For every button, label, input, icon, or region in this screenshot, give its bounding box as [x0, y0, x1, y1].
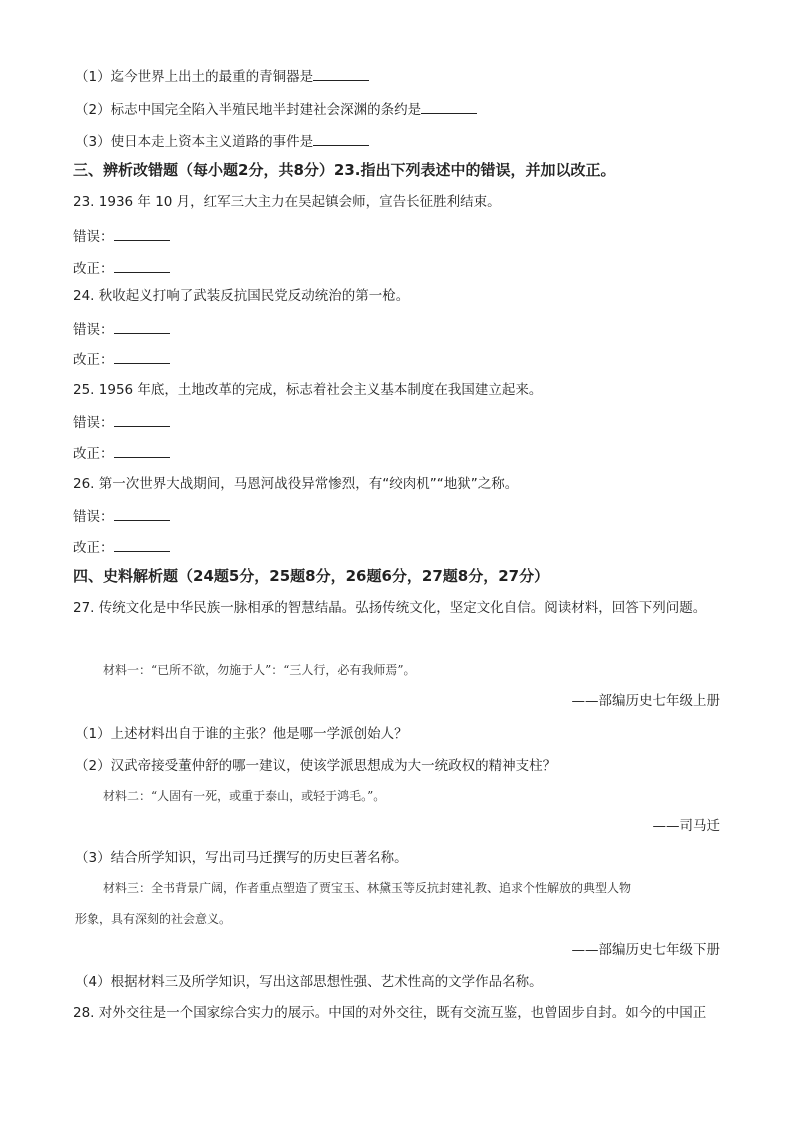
material-2: 材料二：“人固有一死，或重于泰山，或轻于鸿毛。”。: [103, 789, 386, 803]
answer-blank[interactable]: [114, 537, 170, 552]
item-24: 24. 秋收起义打响了武装反抗国民党反动统治的第一枪。: [73, 288, 410, 304]
material-3-line-2: 形象，具有深刻的社会意义。: [75, 912, 232, 926]
answer-blank[interactable]: [114, 506, 170, 521]
section-heading-4: 四、史料解析题（24题5分，25题8分，26题6分，27题8分，27分）: [73, 567, 550, 585]
material-3-line-1: 材料三：全书背景广阔，作者重点塑造了贾宝玉、林黛玉等反抗封建礼教、追求个性解放的典型人物: [103, 881, 632, 895]
answer-blank[interactable]: [313, 131, 369, 146]
error-label: 错误：: [73, 322, 114, 338]
answer-blank[interactable]: [114, 226, 170, 241]
error-label: 错误：: [73, 415, 114, 431]
source-3: ——部编历史七年级下册: [571, 942, 720, 958]
section-heading-3: 三、辨析改错题（每小题2分，共8分）23.指出下列表述中的错误，并加以改正。: [73, 161, 616, 179]
question-text: （3）使日本走上资本主义道路的事件是: [75, 134, 314, 150]
question-fill-1: [75, 66, 369, 87]
prompt-4: （4）根据材料三及所学知识，写出这部思想性强、艺术性高的文学作品名称。: [75, 974, 543, 990]
correction-label: 改正：: [73, 446, 114, 462]
error-label: 错误：: [73, 509, 114, 525]
correction-line: [73, 537, 170, 558]
answer-blank[interactable]: [421, 99, 477, 114]
material-1: 材料一：“已所不欲，勿施于人”：“三人行，必有我师焉”。: [103, 663, 416, 677]
error-line: [73, 506, 170, 527]
answer-blank[interactable]: [313, 66, 369, 81]
source-2: ——司马迁: [652, 818, 720, 834]
correction-line: [73, 443, 170, 464]
prompt-3: （3）结合所学知识，写出司马迁撰写的历史巨著名称。: [75, 850, 408, 866]
item-28: 28. 对外交往是一个国家综合实力的展示。中国的对外交往，既有交流互鉴，也曾固步自封。如今的中国正: [73, 1005, 707, 1021]
item-25: 25. 1956 年底，土地改革的完成，标志着社会主义基本制度在我国建立起来。: [73, 382, 543, 398]
error-line: [73, 319, 170, 340]
answer-blank[interactable]: [114, 319, 170, 334]
question-fill-2: [75, 99, 477, 120]
error-line: [73, 412, 170, 433]
error-label: 错误：: [73, 229, 114, 245]
correction-label: 改正：: [73, 261, 114, 277]
error-line: [73, 226, 170, 247]
question-fill-3: [75, 131, 369, 152]
correction-label: 改正：: [73, 352, 114, 368]
source-1: ——部编历史七年级上册: [571, 693, 720, 709]
item-27: 27. 传统文化是中华民族一脉相承的智慧结晶。弘扬传统文化，坚定文化自信。阅读材料，回答下列问题。: [73, 600, 707, 616]
prompt-1: （1）上述材料出自于谁的主张？他是哪一学派创始人？: [75, 726, 408, 742]
correction-label: 改正：: [73, 540, 114, 556]
prompt-2: （2）汉武帝接受董仲舒的哪一建议，使该学派思想成为大一统政权的精神支柱？: [75, 758, 557, 774]
correction-line: [73, 349, 170, 370]
answer-blank[interactable]: [114, 349, 170, 364]
item-23: 23. 1936 年 10 月，红军三大主力在吴起镇会师，宣告长征胜利结束。: [73, 194, 501, 210]
answer-blank[interactable]: [114, 412, 170, 427]
item-26: 26. 第一次世界大战期间，马恩河战役异常惨烈，有“绞肉机”“地狱”之称。: [73, 476, 519, 492]
question-text: （1）迄今世界上出土的最重的青铜器是: [75, 69, 314, 85]
answer-blank[interactable]: [114, 258, 170, 273]
answer-blank[interactable]: [114, 443, 170, 458]
question-text: （2）标志中国完全陷入半殖民地半封建社会深渊的条约是: [75, 102, 422, 118]
correction-line: [73, 258, 170, 279]
